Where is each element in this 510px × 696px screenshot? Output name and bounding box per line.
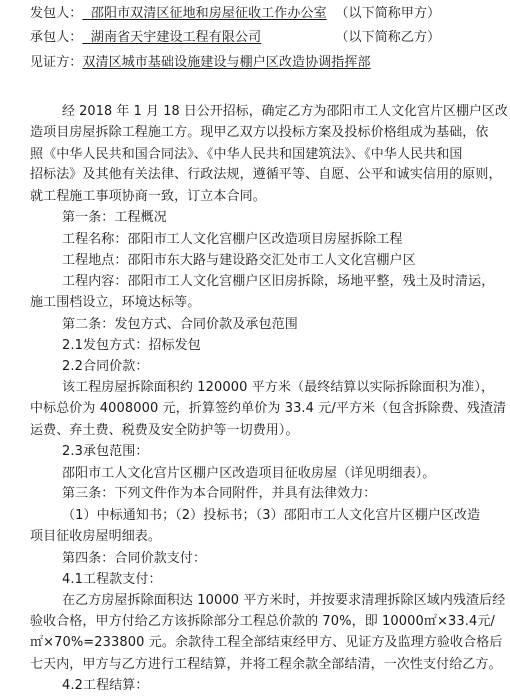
employer-row	[30, 4, 440, 24]
witness-label: 见证方：	[30, 55, 83, 70]
section-heading: 第二条：发包方式、合同价款及承包范围	[62, 317, 298, 332]
text-line: 七天内，甲方与乙方进行工程结算，并将工程余款全部结清，一次性支付给乙方。	[30, 657, 502, 672]
text-line: 经 2018 年 1 月 18 日公开招标，确定乙方为邵阳市工人文化宫片区棚户区改	[62, 104, 508, 119]
text-line: 2.1发包方式：招标发包	[62, 338, 201, 353]
contractor-row	[30, 28, 440, 48]
employer-name-text: 邵阳市双清区征地和房屋征收工作办公室	[90, 6, 327, 21]
text-line: 照《中华人民共和国合同法》、《中华人民共和国建筑法》、《中华人民共和国	[30, 147, 463, 162]
text-line: 工程名称：邵阳市工人文化宫棚户区改造项目房屋拆除工程	[62, 232, 403, 247]
text-line: 招标法》及其他有关法律、行政法规，遵循平等、自愿、公平和诚实信用的原则，	[30, 167, 502, 182]
text-line: 工程地点：邵阳市东大路与建设路交汇处市工人文化宫棚户区	[62, 253, 416, 268]
employer-name	[82, 4, 325, 24]
text-line: 就工程施工事项协商一致，订立本合同。	[30, 189, 266, 204]
text-line: 造项目房屋拆除工程施工方。现甲乙双方以投标方案及投标价格组成为基础，依	[30, 125, 489, 140]
witness-row	[30, 53, 371, 73]
text-line: 在乙方房屋拆除面积达 10000 平方米时，并按要求清理拆除区域内残渣后经	[62, 593, 506, 608]
text-line: （1）中标通知书；（2）投标书；（3）邵阳市工人文化宫片区棚户区改造	[62, 508, 481, 523]
text-line: 邵阳市工人文化宫片区棚户区改造项目征收房屋（详见明细表）。	[62, 466, 436, 481]
witness-name: 双清区城市基础设施建设与棚户区改造协调指挥部	[82, 55, 371, 70]
contractor-name	[82, 28, 325, 48]
text-line: 施工围档设立，环境达标等。	[30, 295, 201, 310]
text-line: 验收合格，甲方付给乙方该拆除部分工程总价款的 70%，即 10000㎡×33.4元/	[30, 614, 495, 629]
text-line: 工程内容：邵阳市工人文化宫棚户区旧房拆除，场地平整，残土及时清运，	[62, 274, 495, 289]
text-line: 运费、弃土费、税费及安全防护等一切费用）。	[30, 423, 299, 438]
section-heading: 第四条：合同价款支付：	[62, 551, 207, 566]
contractor-label: 承包人：	[30, 30, 83, 45]
section-heading: 第一条：工程概况	[62, 210, 167, 225]
text-line: 该工程房屋拆除面积约 120000 平方米（最终结算以实际拆除面积为准），	[62, 380, 495, 395]
contractor-name-text: 湖南省天宇建设工程有限公司	[90, 30, 262, 45]
contractor-note: （以下简称乙方）	[335, 30, 441, 45]
section-heading: 第三条：下列文件作为本合同附件，并具有法律效力：	[62, 486, 377, 501]
text-line: 2.3承包范围：	[62, 444, 149, 459]
text-line: 4.2工程结算：	[62, 678, 149, 693]
text-line: 中标总价为 4008000 元，折算签约单价为 33.4 元/平方米（包含拆除费、残渣清	[30, 401, 507, 416]
employer-label: 发包人：	[30, 6, 83, 21]
text-line: 2.2合同价款：	[62, 359, 149, 374]
text-line: 项目征收房屋明细表。	[30, 529, 162, 544]
employer-note: （以下简称甲方）	[335, 6, 441, 21]
text-line: ㎡×70%=233800 元。余款待工程全部结束经甲方、见证方及监理方验收合格后	[30, 635, 503, 650]
text-line: 4.1工程款支付：	[62, 572, 162, 587]
